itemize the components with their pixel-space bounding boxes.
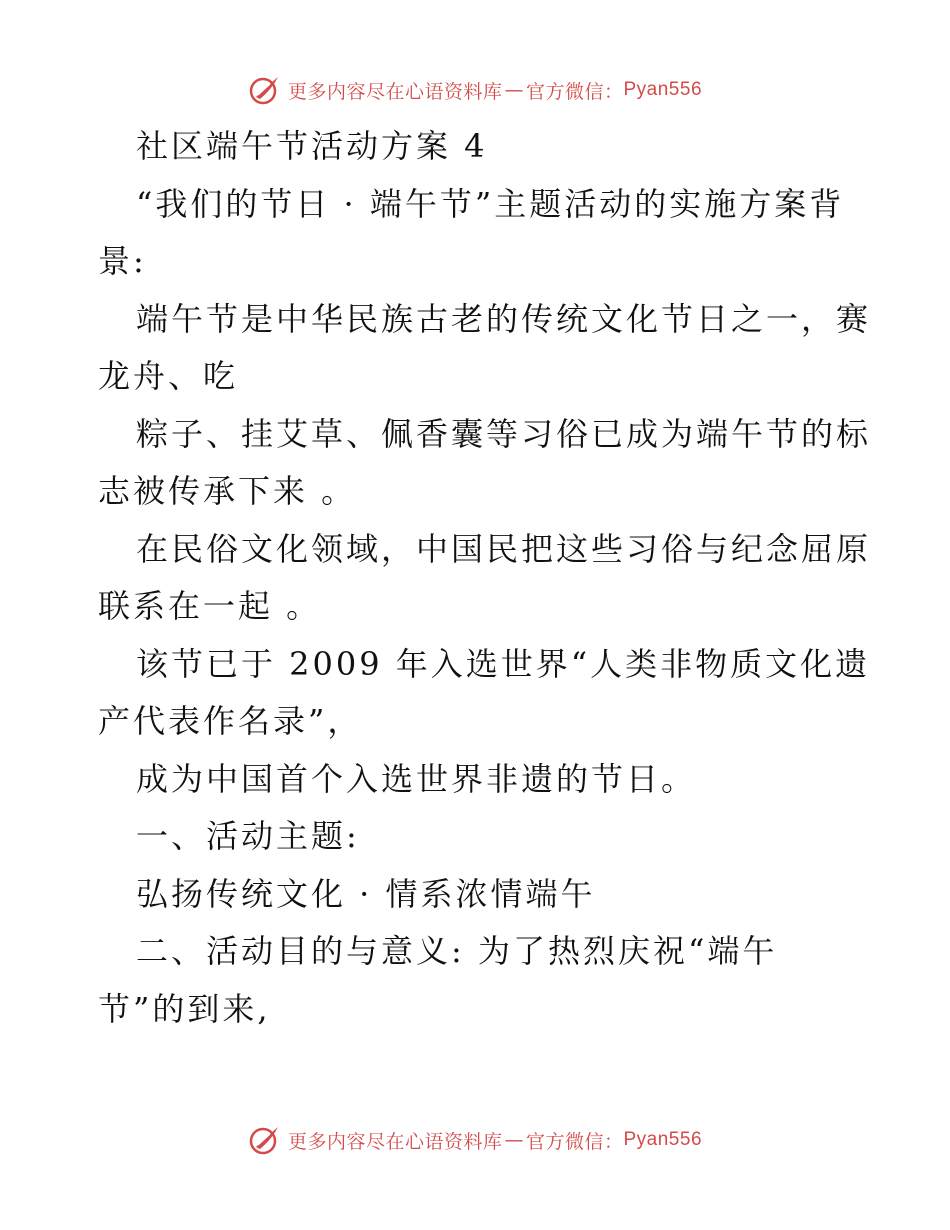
paragraph-line: 弘扬传统文化 · 情系浓情端午 [136,874,596,913]
paragraph-line: 成为中国首个入选世界非遗的节日。 [136,759,697,798]
watermark-text: 更多内容尽在心语资料库 [287,80,503,103]
paragraph-line: 志被传承下来 。 [98,472,357,510]
watermark-text: 更多内容尽在心语资料库 [287,1130,503,1153]
quill-logo-icon [248,1123,282,1157]
paragraph-line: 在民俗文化领域，中国民把这些习俗与纪念屈原 [136,529,872,568]
watermark-id: Pyan556 [623,79,703,100]
paragraph-line: “我们的节日 · 端午节”主题活动的实施方案背 [136,184,845,223]
footer-watermark [0,1120,950,1160]
watermark-separator: — [504,1129,524,1151]
document-title: 社区端午节活动方案 4 [136,127,488,165]
watermark-id: Pyan556 [623,1129,703,1150]
quill-logo-icon [248,73,282,107]
section-heading: 一、活动主题: [136,817,360,855]
paragraph-line: 联系在一起 。 [98,587,322,625]
watermark-label: 官方微信： [525,1130,624,1153]
paragraph-line: 该节已于 2009 年入选世界“人类非物质文化遗 [136,644,871,683]
paragraph-line: 节”的到来, [98,989,271,1028]
paragraph-line: 端午节是中华民族古老的传统文化节日之一，赛 [136,299,872,338]
paragraph-line: 龙舟、吃 [98,357,239,395]
document-body [98,118,872,1038]
watermark-separator: — [504,79,524,101]
header-watermark [0,70,950,110]
paragraph-line: 粽子、挂艾草、佩香囊等习俗已成为端午节的标 [136,414,872,453]
paragraph-line: 景: [98,242,147,280]
section-heading: 二、活动目的与意义: 为了热烈庆祝“端午 [136,932,778,970]
paragraph-line: 产代表作名录”， [98,702,363,740]
watermark-label: 官方微信： [525,80,624,103]
